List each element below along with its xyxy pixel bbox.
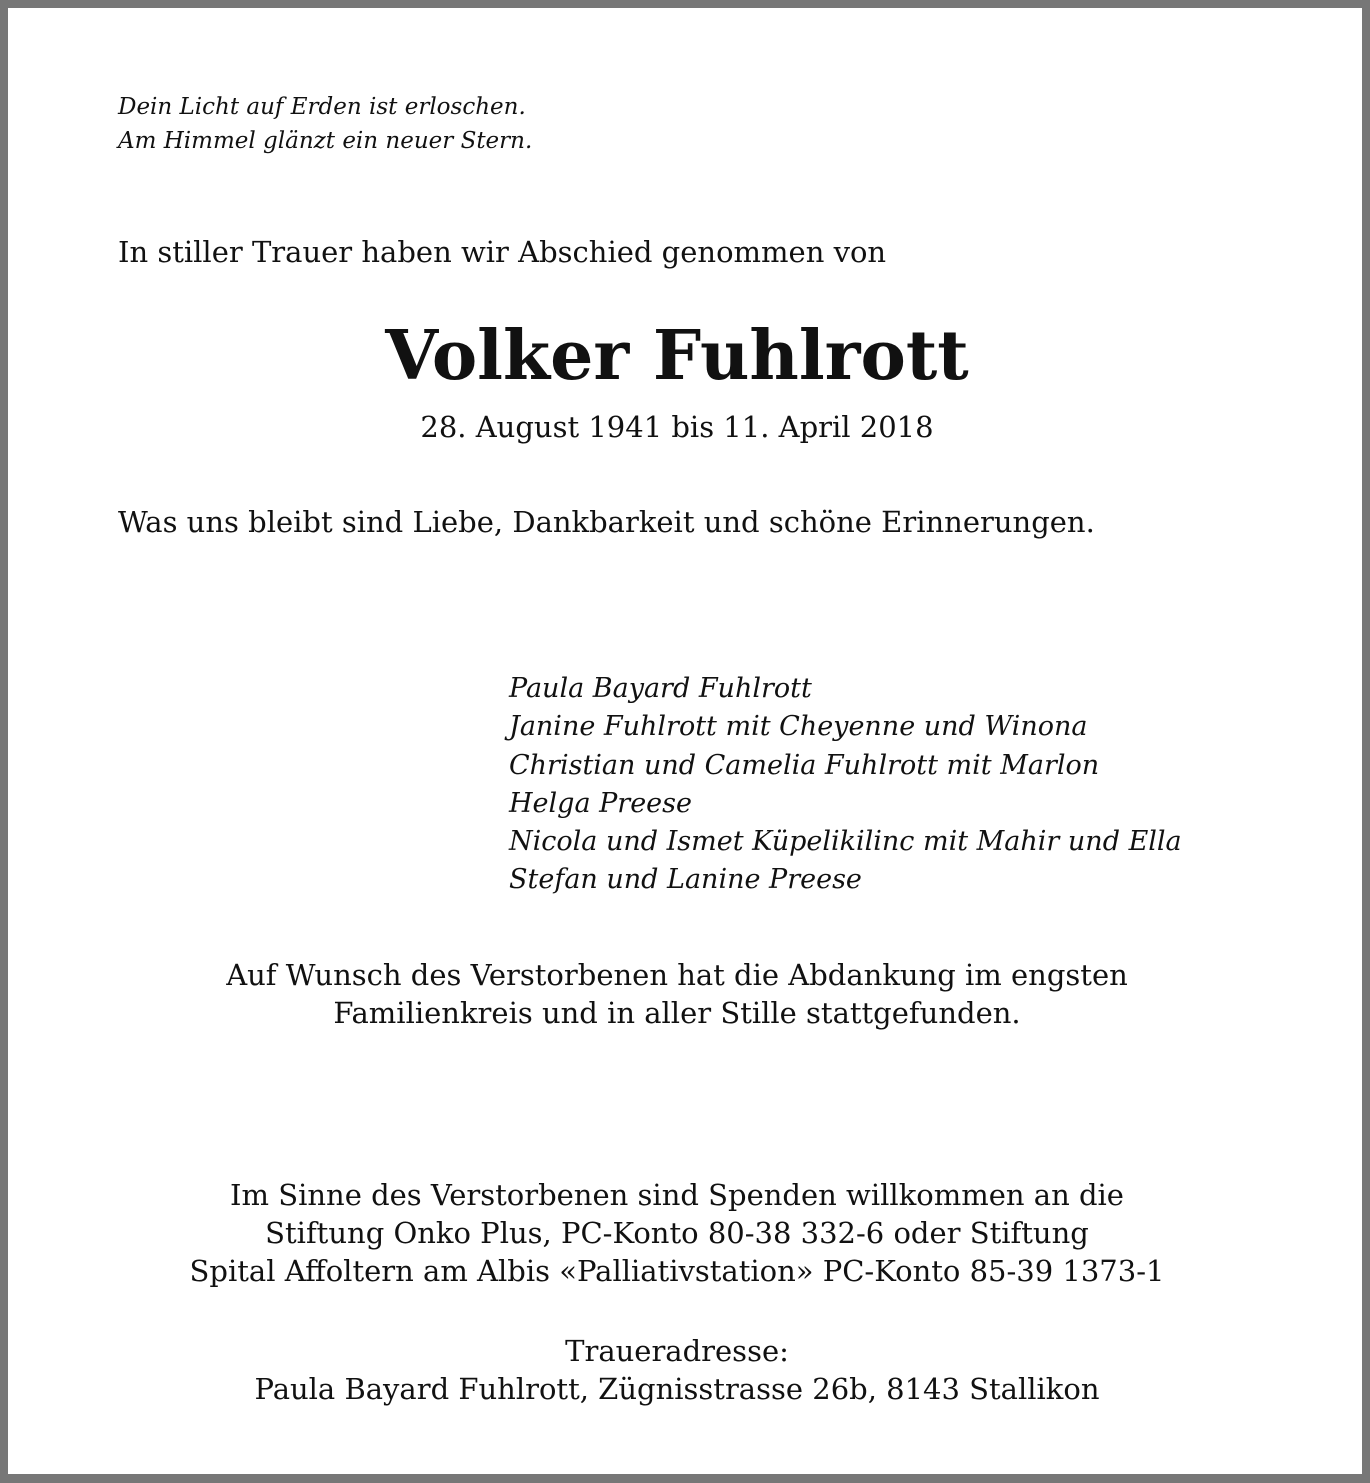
funeral-note-line: Familienkreis und in aller Stille stattgefunden. [333, 996, 1021, 1030]
mourner: Nicola und Ismet Küpelikilinc mit Mahir und Ella [509, 826, 1182, 858]
mourners-list [509, 670, 1182, 900]
motto [118, 90, 532, 158]
donation-line: Spital Affoltern am Albis «Palliativstation» PC-Konto 85-39 1373-1 [189, 1254, 1165, 1288]
donation-line: Stiftung Onko Plus, PC-Konto 80-38 332-6 oder Stiftung [265, 1216, 1089, 1250]
mourner: Stefan und Lanine Preese [509, 864, 862, 896]
funeral-note [0, 956, 1354, 1032]
deceased-name: Volker Fuhlrott [385, 316, 969, 396]
address-value: Paula Bayard Fuhlrott, Zügnisstrasse 26b, 8143 Stallikon [254, 1372, 1100, 1406]
donation-line: Im Sinne des Verstorbenen sind Spenden willkommen an die [230, 1178, 1124, 1212]
remembrance-text: Was uns bleibt sind Liebe, Dankbarkeit und schöne Erinnerungen. [118, 505, 1095, 539]
funeral-note-line: Auf Wunsch des Verstorbenen hat die Abdankung im engsten [226, 958, 1128, 992]
intro-text: In stiller Trauer haben wir Abschied genommen von [118, 235, 887, 269]
mourner: Helga Preese [509, 787, 692, 819]
mourner: Janine Fuhlrott mit Cheyenne und Winona [509, 711, 1088, 743]
life-dates: 28. August 1941 bis 11. April 2018 [420, 410, 934, 444]
mourner: Christian und Camelia Fuhlrott mit Marlon [509, 749, 1100, 781]
obituary-page [8, 8, 1362, 1474]
donation-info [0, 1176, 1354, 1290]
motto-line: Dein Licht auf Erden ist erloschen. [118, 94, 526, 120]
motto-line: Am Himmel glänzt ein neuer Stern. [118, 128, 533, 154]
address-label: Traueradresse: [565, 1334, 789, 1368]
mourning-address [0, 1332, 1354, 1408]
mourner: Paula Bayard Fuhlrott [509, 673, 812, 704]
